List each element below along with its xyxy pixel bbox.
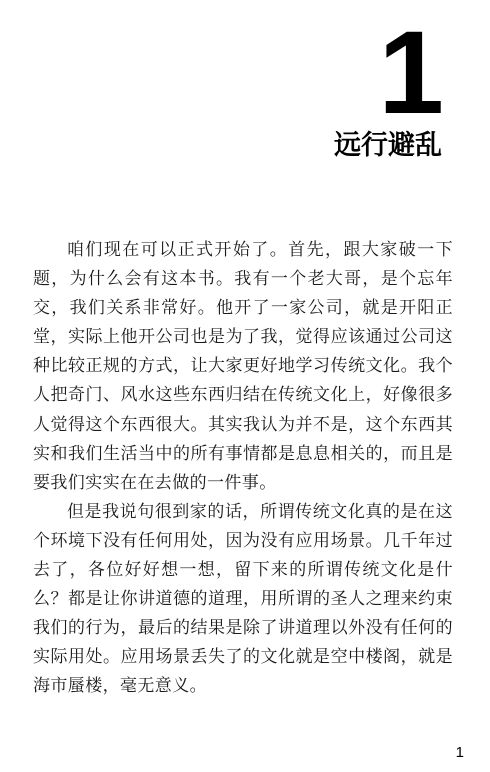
body-text: [33, 236, 453, 702]
page-number: 1: [455, 744, 464, 761]
paragraph-1: 咱们现在可以正式开始了。首先，跟大家破一下题，为什么会有这本书。我有一个老大哥，是个忘年交，我们关系非常好。他开了一家公司，就是开阳正堂，实际上他开公司也是为了我，觉得应该通过公司这种比较正规的方式，让大家更好地学习传统文化。我个人把奇门、风水这些东西归结在传统文化上，好像很多人觉得这个东西很大。其实我认为并不是，这个东西其实和我们生活当中的所有事情都是息息相关的，而且是要我们实实在在去做的一件事。: [33, 240, 453, 493]
paragraph-2: 但是我说句很到家的话，所谓传统文化真的是在这个环境下没有任何用处，因为没有应用场景。几千年过去了，各位好好想一想，留下来的所谓传统文化是什么？都是让你讲道德的道理，用所谓的圣人之理来约束我们的行为，最后的结果是除了讲道理以外没有任何的实际用处。应用场景丢失了的文化就是空中楼阁，就是海市蜃楼，毫无意义。: [33, 501, 453, 697]
chapter-number: 1: [378, 7, 442, 139]
chapter-title: 远行避乱: [334, 130, 442, 161]
